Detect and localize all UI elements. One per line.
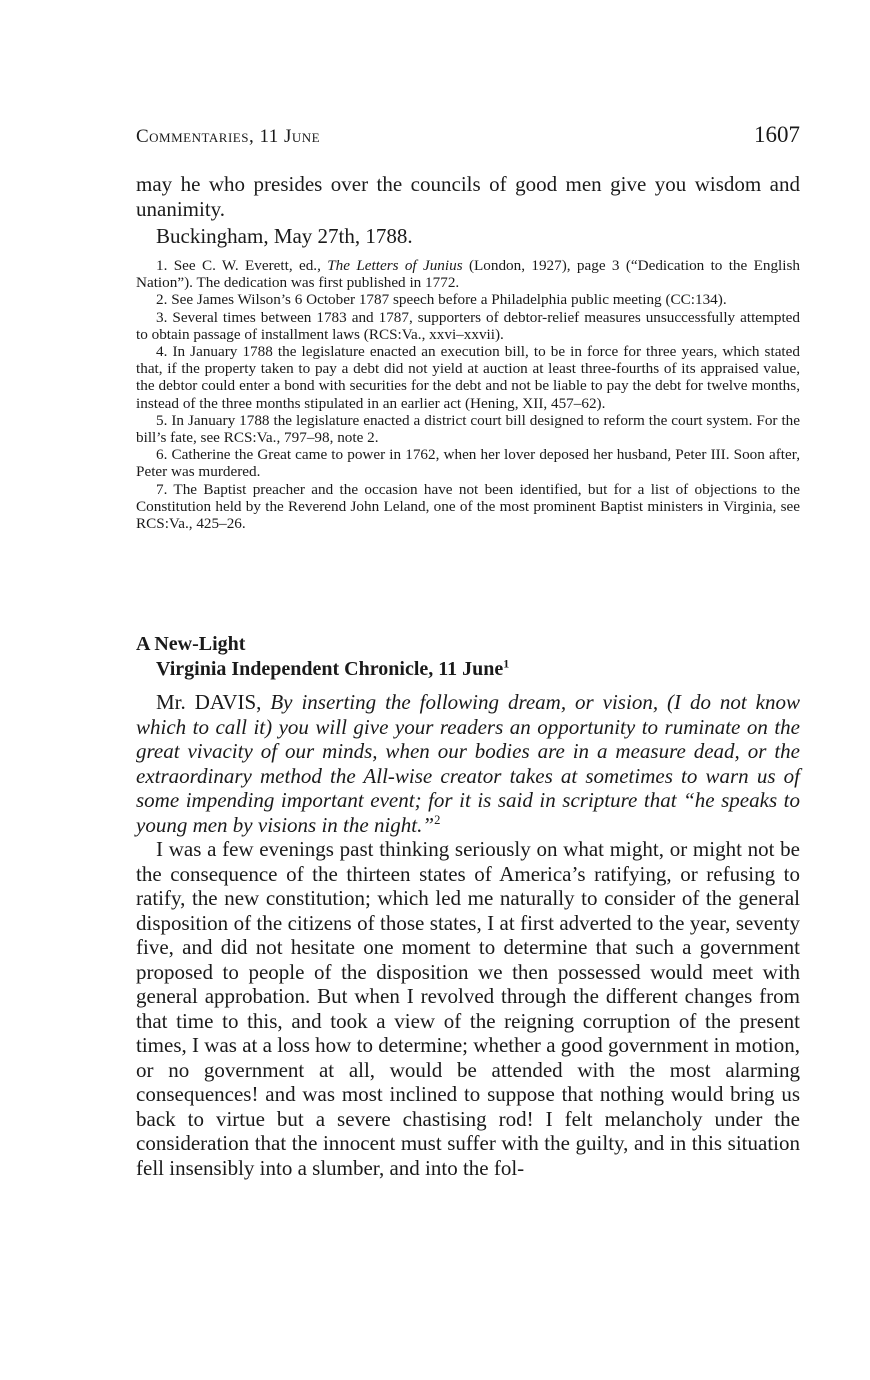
footnotes	[136, 257, 800, 532]
closing-line: may he who presides over the councils of good men give you wisdom and unanimity.	[136, 172, 800, 221]
article-body	[136, 690, 800, 1180]
running-head: Commentaries, 11 June	[136, 126, 321, 147]
footnote: 1. See C. W. Everett, ed., The Letters of Junius (London, 1927), page 3 (“Dedication to the English Nation”). The dedication was first published in 1772.	[136, 257, 800, 292]
article-heading	[136, 632, 800, 681]
footnote: 5. In January 1788 the legislature enacted a district court bill designed to reform the court system. For the bill’s fate, see RCS:Va., 797–98, note 2.	[136, 411, 800, 447]
footnote: 6. Catherine the Great came to power in 1762, when her lover deposed her husband, Peter III. Soon after, Peter was murdered.	[136, 446, 800, 481]
footnote-ref: 2	[434, 812, 441, 827]
body-paragraph: I was a few evenings past thinking seriously on what might, or might not be the consequence of the thirteen states of America’s ratifying, or refusing to ratify, the new constitution; which led me naturally to consider of the general disposition of the citizens of those states, I at first adverted to the year, seventy five, and did not hesitate one moment to determine that such a government proposed to people of the disposition we then possessed would meet with general approbation. But when I revolved through the different changes from that time to this, and took a view of the reigning corruption of the present times, I was at a loss how to determine; whether a good government in motion, or no government at all, would be attended with the most alarming consequences! and was most inclined to suppose that nothing would bring us back to virtue but a severe chastising rod! I felt melancholy under the consideration that the innocent must suffer with the guilty, and in this situation fell insensibly into a slumber, and into the fol-	[136, 837, 800, 1180]
letter-signature: Buckingham, May 27th, 1788.	[156, 224, 413, 248]
footnote: 7. The Baptist preacher and the occasion have not been identified, but for a list of objections to the Constitution held by the Reverend John Leland, one of the most prominent Baptist ministers in Virginia, see RCS:Va., 425–26.	[136, 480, 800, 533]
article-title: A New-Light	[136, 633, 246, 655]
page-number: 1607	[754, 122, 800, 147]
intro-paragraph: Mr. DAVIS, By inserting the following dream, or vision, (I do not know which to call it) you will give your readers an opportunity to ruminate on the great vivacity of our minds, when our bodies are in a measure dead, or the extraordinary method the All-wise creator takes at sometimes to warn us of some impending important event; for it is said in scripture that “he speaks to young men by visions in the night.”$^2$	[136, 690, 800, 837]
footnote: 4. In January 1788 the legislature enacted an execution bill, to be in force for three years, which stated that, if the property taken to pay a debt did not yield at auction at least three-fourths of its appraised value, the debtor could enter a bond with securities for the debt and not be liable to pay the debt for twelve months, instead of the three months stipulated in an earlier act (Hening, XII, 457–62).	[136, 343, 800, 412]
page-header	[136, 122, 800, 152]
footnote: 3. Several times between 1783 and 1787, supporters of debtor-relief measures unsuccessfully attempted to obtain passage of installment laws (RCS:Va., xxvi–xxvii).	[136, 308, 800, 343]
article-source: Virginia Independent Chronicle, 11 June$^1$	[156, 655, 510, 680]
footnote: 2. See James Wilson’s 6 October 1787 speech before a Philadelphia public meeting (CC:134).	[156, 291, 727, 309]
letter-closing	[136, 172, 800, 249]
footnote-ref: 1	[503, 655, 510, 670]
